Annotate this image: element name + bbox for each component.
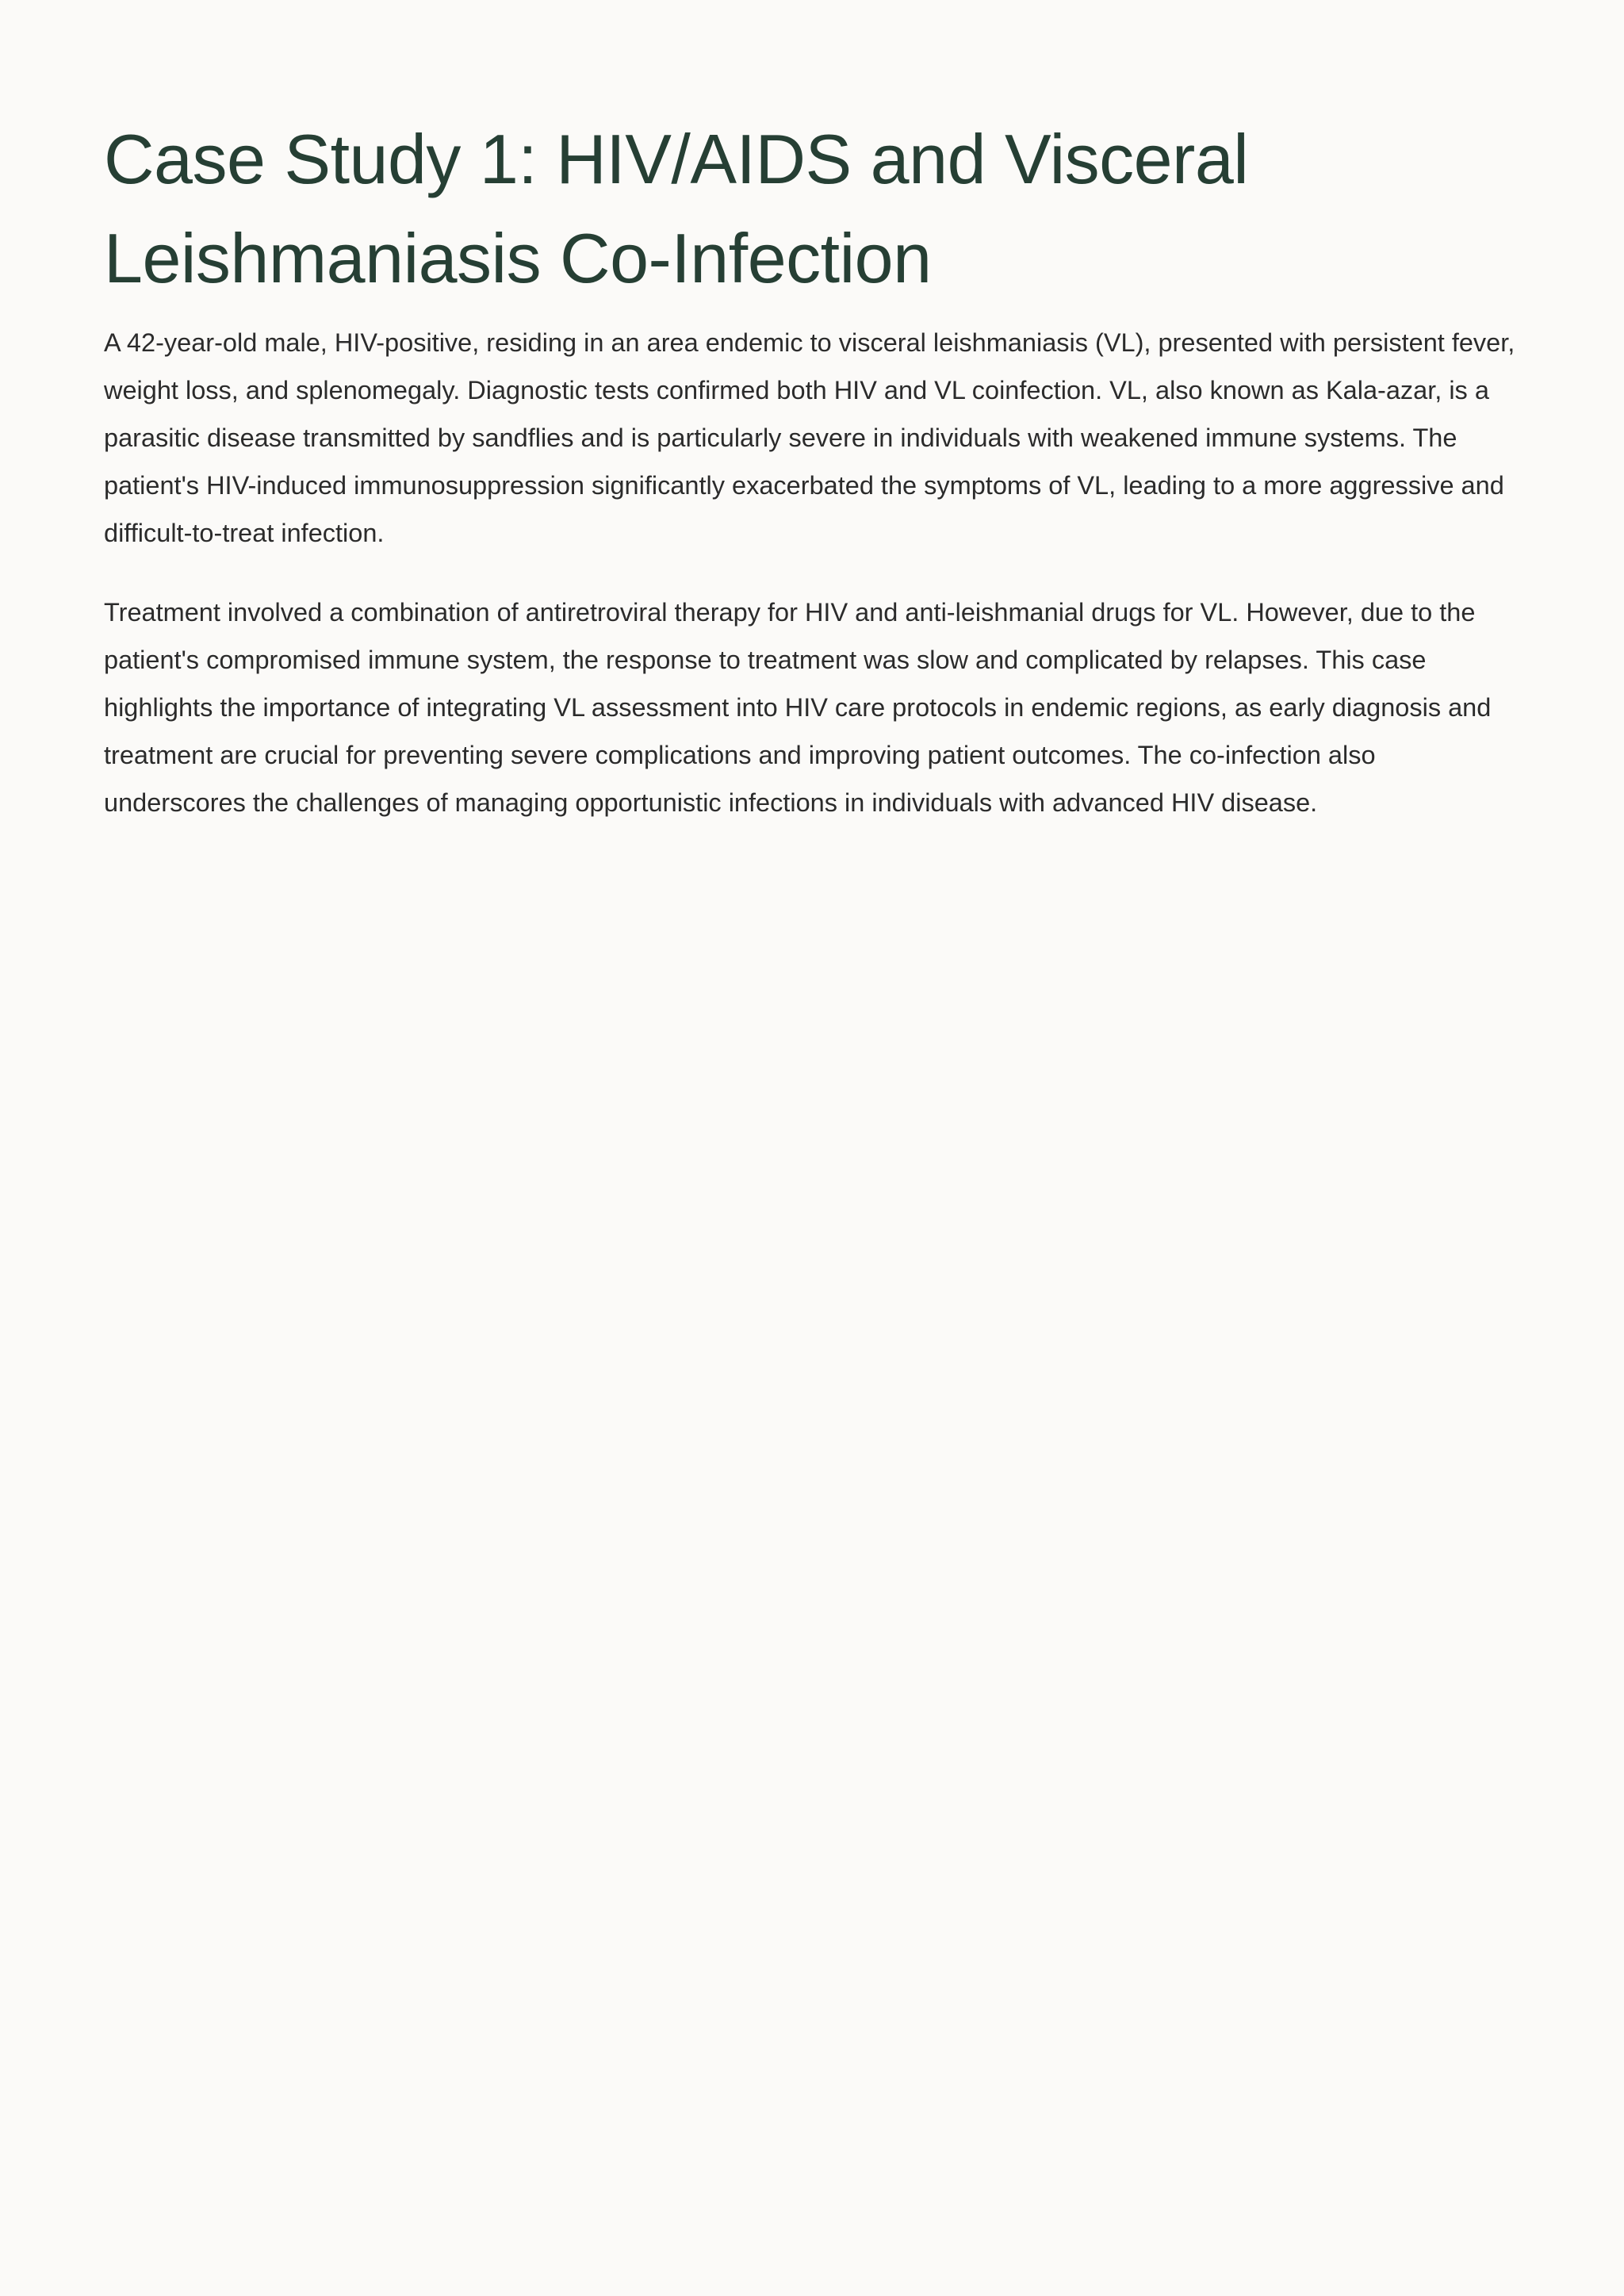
- page-title: Case Study 1: HIV/AIDS and Visceral Leishmaniasis Co-Infection: [104, 120, 1249, 297]
- paragraph-treatment: Treatment involved a combination of antiretroviral therapy for HIV and anti-leishmanial drugs for VL. However, due to the patient's compromised immune system, the response to treatment was slow and complicated by relapses. This case highlights the importance of integrating VL assessment into HIV care protocols in endemic regions, as early diagnosis and treatment are crucial for preventing severe complications and improving patient outcomes. The co-infection also underscores the challenges of managing opportunistic infections in individuals with advanced HIV disease.: [104, 598, 1492, 817]
- paragraph-case-presentation: A 42-year-old male, HIV-positive, residing in an area endemic to visceral leishmaniasis (VL), presented with persistent fever, weight loss, and splenomegaly. Diagnostic tests confirmed both HIV and VL coinfection. VL, also known as Kala-azar, is a parasitic disease transmitted by sandflies and is particularly severe in individuals with weakened immune systems. The patient's HIV-induced immunosuppression significantly exacerbated the symptoms of VL, leading to a more aggressive and difficult-to-treat infection.: [104, 328, 1515, 547]
